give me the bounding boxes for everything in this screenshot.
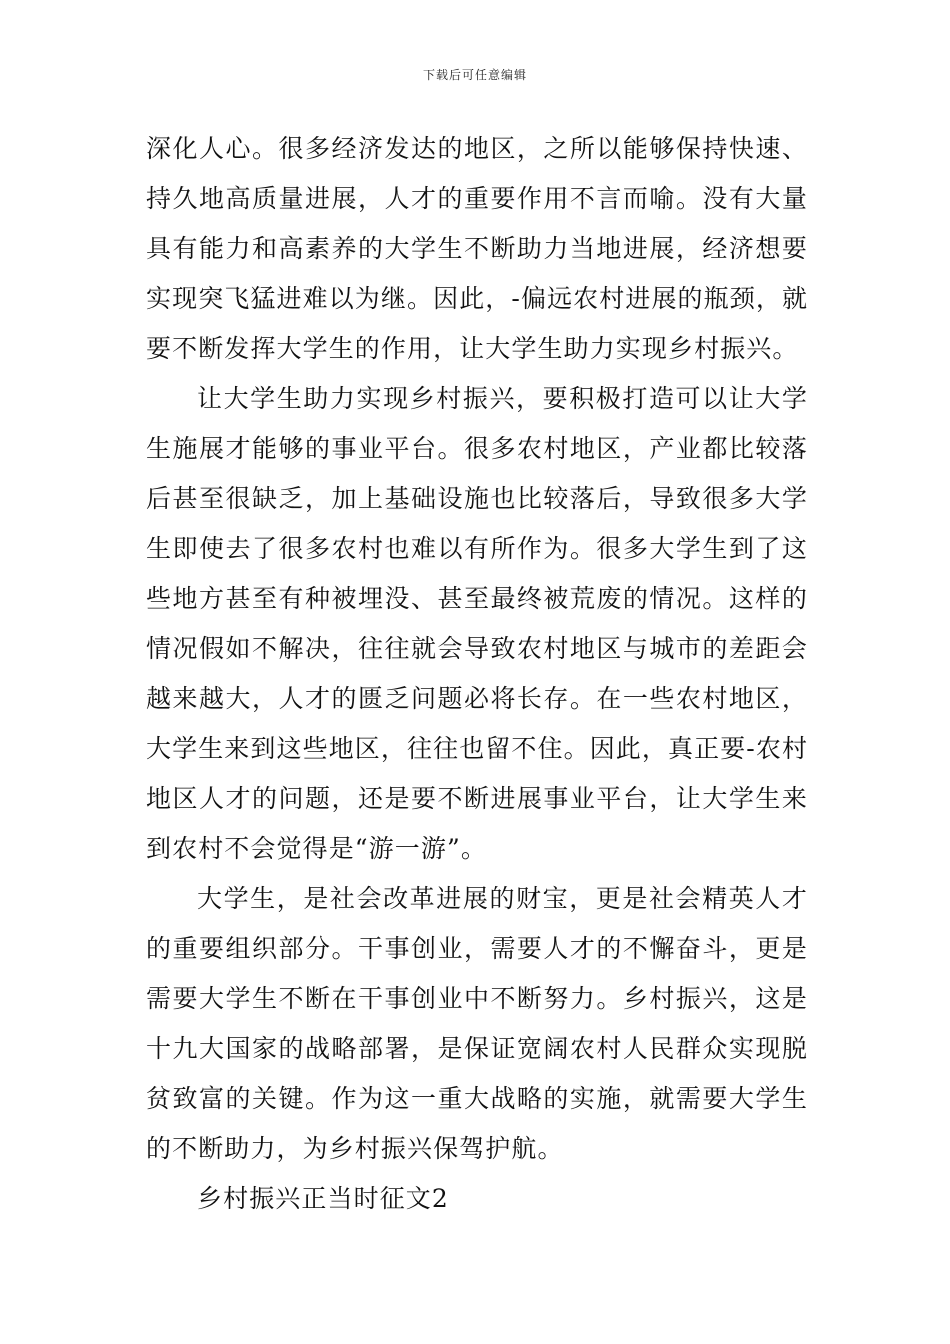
body-text (146, 124, 808, 1224)
header-note: 下载后可任意编辑 (422, 68, 527, 82)
paragraph-3-line-2: 的重要组织部分。干事创业，需要人才的不懈奋斗，更是 (146, 934, 808, 963)
paragraph-2-line-9: 地区人才的问题，还是要不断进展事业平台，让大学生来 (146, 784, 808, 813)
paragraph-2-line-7: 越来越大，人才的匮乏问题必将长存。在一些农村地区， (146, 684, 808, 713)
paragraph-1-line-2: 持久地高质量进展，人才的重要作用不言而喻。没有大量 (146, 184, 808, 213)
paragraph-2-line-8: 大学生来到这些地区，往往也留不住。因此，真正要-农村 (146, 734, 809, 763)
paragraph-1-line-3: 具有能力和高素养的大学生不断助力当地进展，经济想要 (146, 234, 808, 263)
paragraph-3-line-3: 需要大学生不断在干事创业中不断努力。乡村振兴，这是 (146, 984, 808, 1013)
paragraph-2-line-5: 些地方甚至有种被埋没、甚至最终被荒废的情况。这样的 (146, 584, 808, 613)
paragraph-3-line-5: 贫致富的关键。作为这一重大战略的实施，就需要大学生 (146, 1084, 808, 1113)
paragraph-1-line-5: 要不断发挥大学生的作用，让大学生助力实现乡村振兴。 (146, 334, 799, 363)
paragraph-3-line-4: 十九大国家的战略部署，是保证宽阔农村人民群众实现脱 (146, 1034, 808, 1063)
paragraph-2-line-6: 情况假如不解决，往往就会导致农村地区与城市的差距会 (146, 634, 808, 663)
section-heading: 乡村振兴正当时征文2 (197, 1184, 449, 1213)
paragraph-2-line-10: 到农村不会觉得是“游一游”。 (146, 834, 487, 863)
paragraph-3-line-1: 大学生，是社会改革进展的财宝，更是社会精英人才 (197, 884, 808, 913)
paragraph-2-line-2: 生施展才能够的事业平台。很多农村地区，产业都比较落 (146, 434, 808, 463)
paragraph-1-line-4: 实现突飞猛进难以为继。因此，-偏远农村进展的瓶颈，就 (146, 284, 809, 313)
paragraph-1-line-1: 深化人心。很多经济发达的地区，之所以能够保持快速、 (146, 134, 808, 163)
paragraph-2-line-3: 后甚至很缺乏，加上基础设施也比较落后，导致很多大学 (146, 484, 808, 513)
paragraph-3-line-6: 的不断助力，为乡村振兴保驾护航。 (146, 1134, 564, 1163)
paragraph-2-line-1: 让大学生助力实现乡村振兴，要积极打造可以让大学 (197, 384, 808, 413)
paragraph-2-line-4: 生即使去了很多农村也难以有所作为。很多大学生到了这 (146, 534, 808, 563)
